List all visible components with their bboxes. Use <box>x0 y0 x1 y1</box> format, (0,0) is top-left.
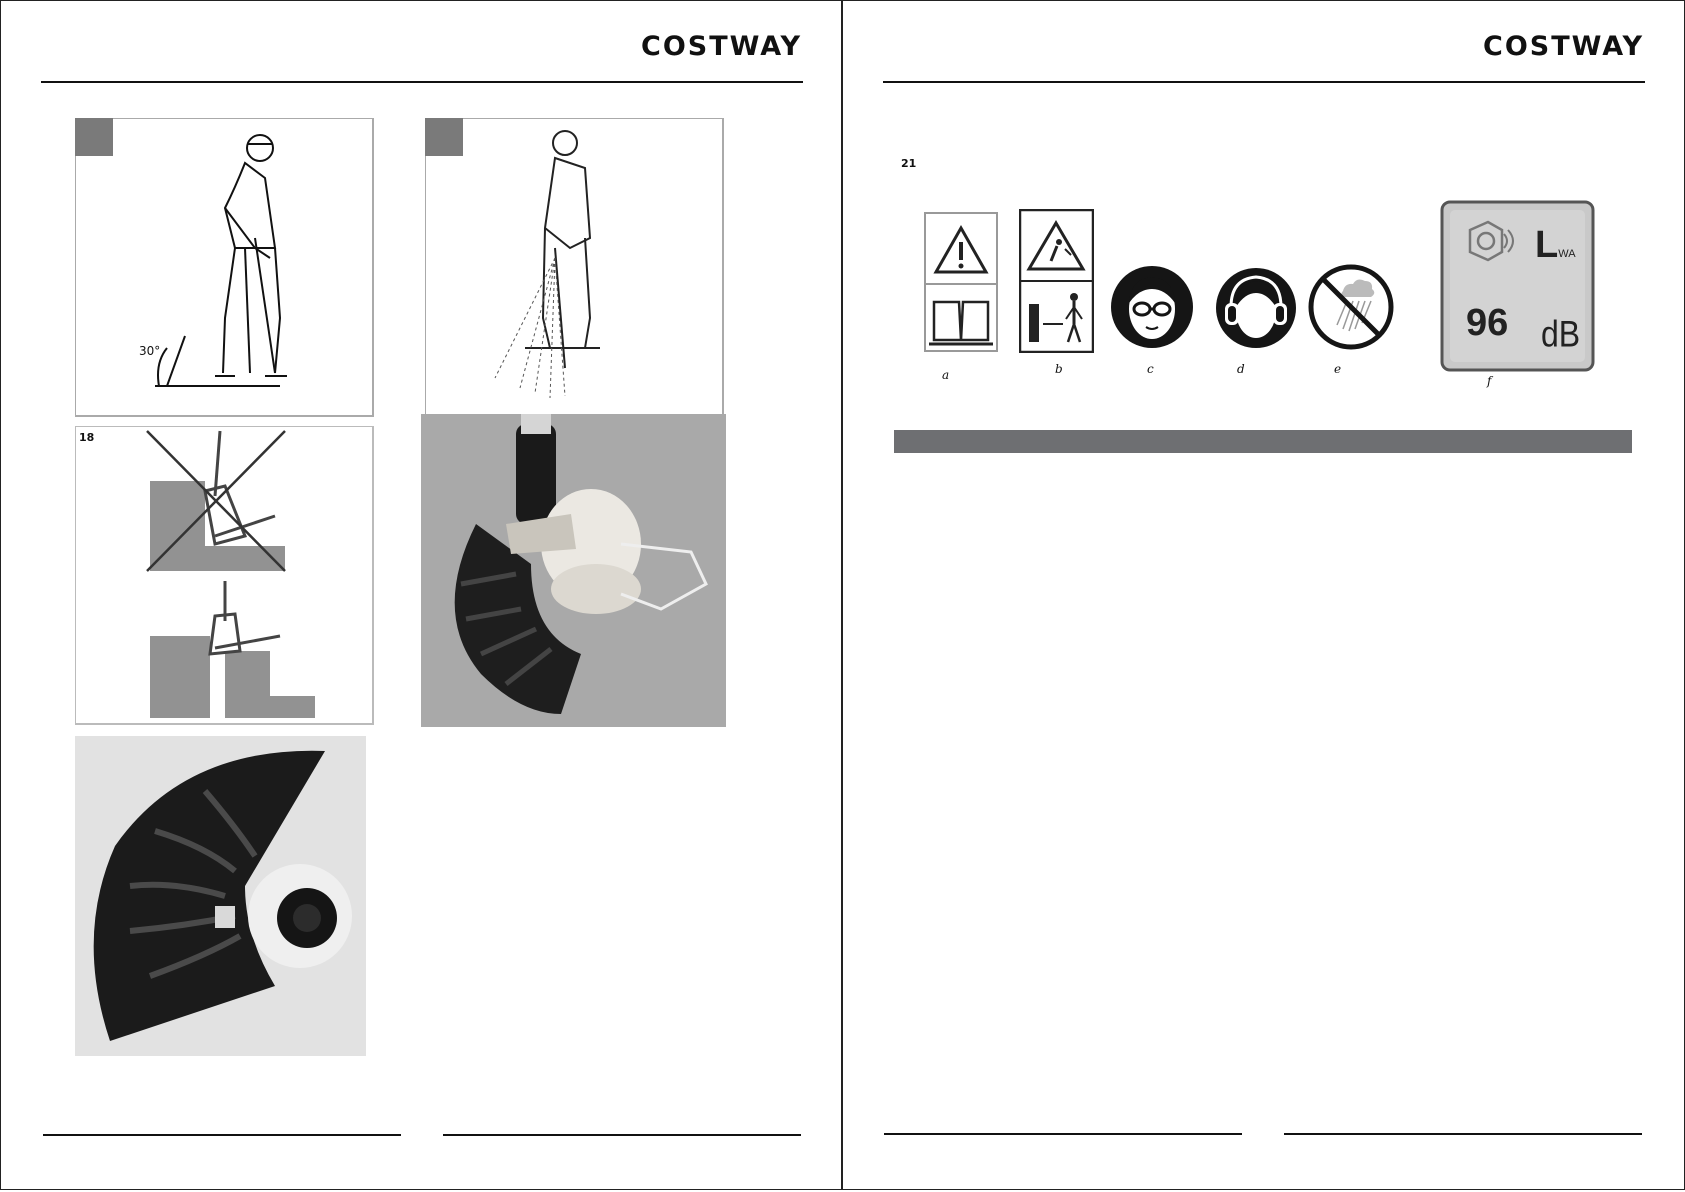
footer-rule-right <box>1284 1133 1642 1135</box>
figure-edge-trimming <box>425 118 725 418</box>
symbol-letter-d: d <box>1237 362 1245 376</box>
sound-level-value: 96 <box>1466 302 1509 344</box>
figure-18-label: 18 <box>79 431 95 444</box>
angle-label: 30° <box>139 344 161 358</box>
figure-18-trimming-technique <box>75 426 375 726</box>
brand-logo: COSTWAY <box>641 31 803 62</box>
sound-level-label: LWA <box>1535 224 1576 266</box>
photo-trimmer-guard <box>421 414 726 727</box>
section-header-bar <box>894 430 1632 453</box>
no-rain-icon <box>1307 263 1395 351</box>
symbol-letter-b: b <box>1055 362 1063 376</box>
symbol-letter-c: c <box>1147 362 1154 376</box>
figure-trimming-angle <box>75 118 375 418</box>
symbol-letter-e: e <box>1334 362 1342 376</box>
footer-rule-right <box>443 1134 801 1136</box>
symbol-letter-a: a <box>942 368 950 382</box>
figure-21-label: 21 <box>901 157 917 170</box>
thrown-objects-keep-distance-icon <box>1019 209 1094 353</box>
brand-logo: COSTWAY <box>1483 31 1645 62</box>
photo-guard-underside <box>75 736 366 1056</box>
warning-read-manual-icon <box>924 212 998 352</box>
header-rule <box>41 81 803 83</box>
header-rule <box>883 81 1645 83</box>
sound-level-unit: dB <box>1541 313 1581 355</box>
sound-level-subscript: WA <box>1558 248 1576 260</box>
wear-ear-protection-icon <box>1215 267 1297 349</box>
footer-rule-left <box>43 1134 401 1136</box>
footer-rule-left <box>884 1133 1242 1135</box>
wear-eye-protection-icon <box>1110 265 1194 349</box>
symbol-letter-f: f <box>1487 374 1492 388</box>
right-page <box>842 0 1685 1190</box>
left-page <box>0 0 842 1190</box>
